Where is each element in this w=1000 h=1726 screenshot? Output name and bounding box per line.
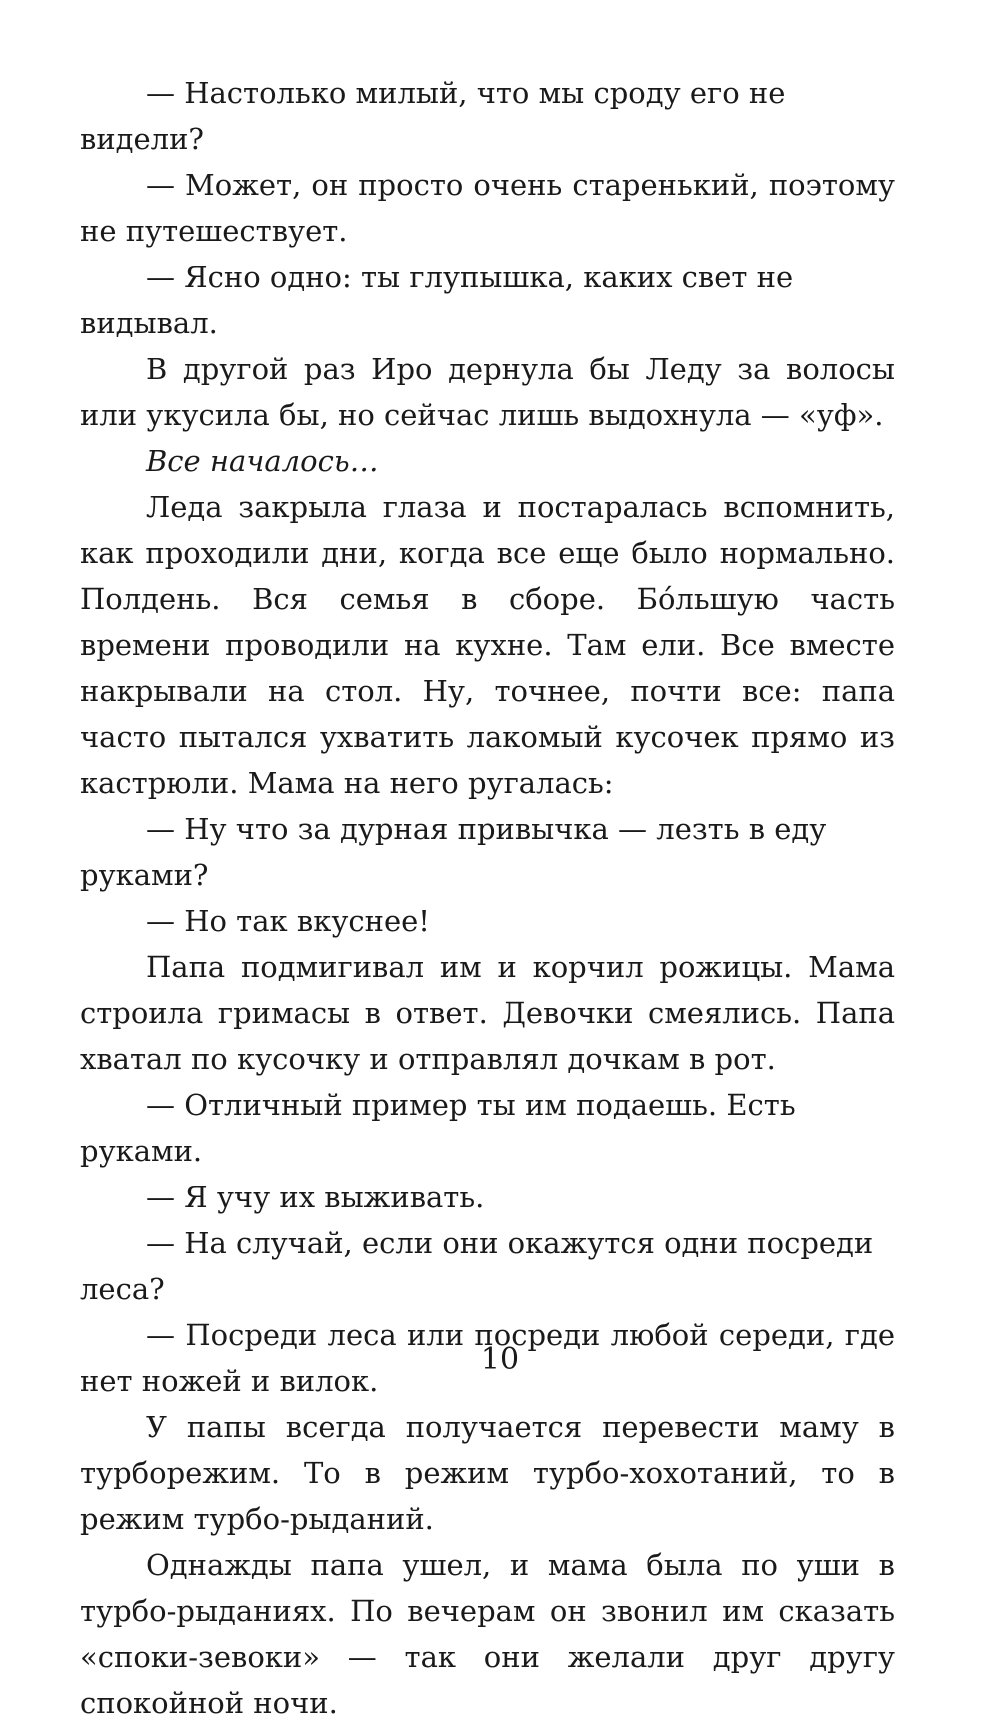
page-number: 10 — [480, 1342, 520, 1377]
paragraph: — Я учу их выживать. — [146, 1180, 485, 1214]
body-text — [80, 70, 895, 1726]
paragraph: — Посреди леса или посреди любой середи, где нет ножей и вилок. — [80, 1318, 895, 1398]
paragraph: — Отличный пример ты им подаешь. Есть руками. — [80, 1088, 796, 1168]
paragraph: В другой раз Иро дернула бы Леду за волосы или укусила бы, но сейчас лишь выдохнула — «уф». — [80, 352, 895, 432]
paragraph: Леда закрыла глаза и постаралась вспомнить, как проходили дни, когда все еще было нормально. Полдень. Вся семья в сборе. Бóльшую часть времени проводили на кухне. Там ели. Все вместе накрывали на стол. Ну, точнее, почти все: папа часто пытался ухватить лакомый кусочек прямо из кастрюли. Мама на него ругалась: — [80, 490, 895, 800]
paragraph: Папа подмигивал им и корчил рожицы. Мама строила гримасы в ответ. Девочки смеялись. Папа хватал по кусочку и отправлял дочкам в рот. — [80, 950, 895, 1076]
paragraph: — Может, он просто очень старенький, поэтому не путешествует. — [80, 168, 895, 248]
paragraph: У папы всегда получается перевести маму в турборежим. То в режим турбо-хохотаний, то в режим турбо-рыданий. — [80, 1410, 895, 1536]
paragraph: — Настолько милый, что мы сроду его не видели? — [80, 76, 786, 156]
paragraph-italic: Все началось… — [146, 444, 379, 478]
paragraph: — Ну что за дурная привычка — лезть в еду руками? — [80, 812, 827, 892]
paragraph: — Но так вкуснее! — [146, 904, 430, 938]
paragraph: — Ясно одно: ты глупышка, каких свет не видывал. — [80, 260, 794, 340]
paragraph: — На случай, если они окажутся одни посреди леса? — [80, 1226, 874, 1306]
paragraph: Однажды папа ушел, и мама была по уши в турбо-рыданиях. По вечерам он звонил им сказать «споки-зевоки» — так они желали друг другу спокойной ночи. — [80, 1548, 895, 1720]
